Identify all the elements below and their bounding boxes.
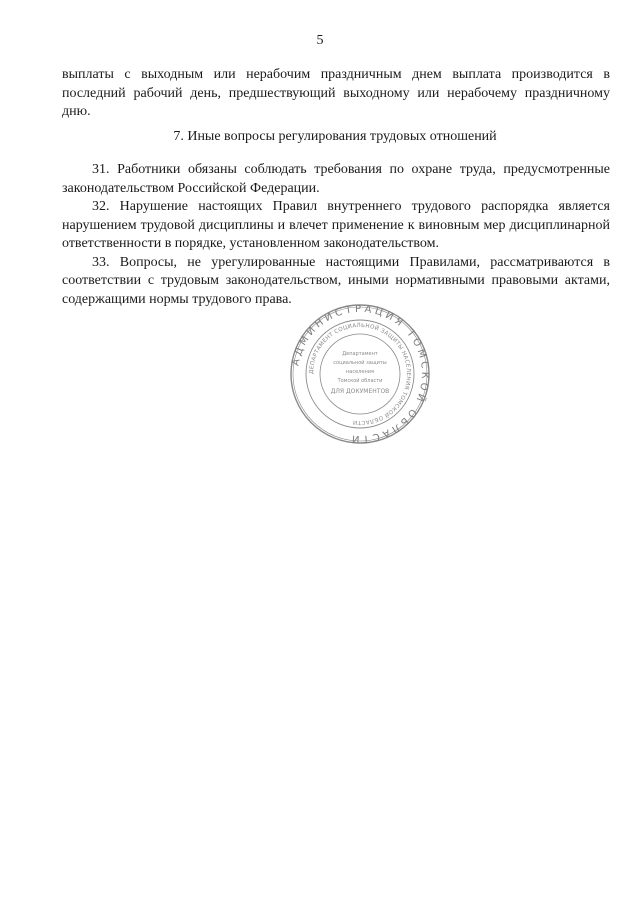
stamp-center-line: Томской области	[337, 378, 383, 384]
section-paragraphs	[62, 161, 610, 309]
stamp-center-line: ДЛЯ ДОКУМЕНТОВ	[330, 388, 390, 395]
continuation-paragraph: выплаты с выходным или нерабочим праздничным днем выплата производится в последний рабочий день, предшествующий выходному или нерабочему праздничному дню.	[62, 67, 610, 119]
paragraph-33: 33. Вопросы, не урегулированные настоящими Правилами, рассматриваются в соответствии с трудовым законодательством, иными нормативными правовыми актами, содержащими нормы трудового права.	[62, 254, 610, 307]
official-seal-stamp	[289, 303, 431, 445]
section-heading: 7. Иные вопросы регулирования трудовых отношений	[173, 129, 497, 144]
stamp-center-line: Департамент	[342, 351, 378, 357]
stamp-center-line: населения	[346, 369, 374, 375]
stamp-inner-text: ДЕПАРТАМЕНТ СОЦИАЛЬНОЙ ЗАЩИТЫ НАСЕЛЕНИЯ ТОМСКОЙ ОБЛАСТИ	[308, 322, 412, 426]
paragraph-32: 32. Нарушение настоящих Правил внутреннего трудового распорядка является нарушением трудовой дисциплины и влечет применение к виновным мер дисциплинарной ответственности в порядке, установленном законодательством.	[62, 199, 610, 251]
paragraph-31: 31. Работники обязаны соблюдать требования по охране труда, предусмотренные законодательством Российской Федерации.	[62, 162, 610, 196]
stamp-outer-text: АДМИНИСТРАЦИЯ ТОМСКОЙ ОБЛАСТИ	[290, 303, 431, 445]
page-number: 5	[316, 33, 324, 48]
stamp-center-line: социальной защиты	[333, 360, 387, 366]
